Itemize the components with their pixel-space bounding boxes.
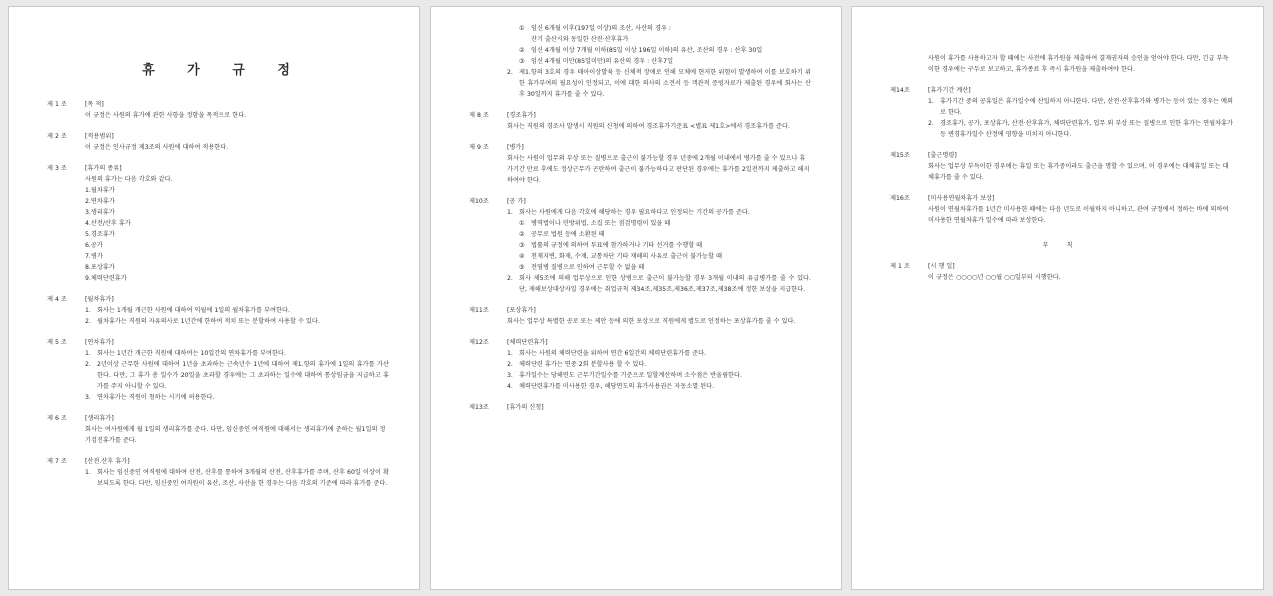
item-marker: ① — [519, 220, 525, 227]
item-marker: ② — [519, 231, 525, 238]
item-marker: 1. — [928, 98, 934, 105]
article-number: 제10조 — [469, 198, 489, 205]
article-number: 제 7 조 — [47, 458, 67, 465]
article-number: 제11조 — [469, 307, 489, 314]
article-number: 제 8 조 — [469, 112, 489, 119]
article-title: [적용범위] — [85, 133, 114, 140]
article-heading — [469, 142, 811, 153]
article-body — [928, 204, 1233, 226]
item-marker — [519, 34, 531, 45]
article-number: 제 5 조 — [47, 339, 67, 346]
item-marker: 2. — [85, 361, 91, 368]
article-section — [469, 142, 811, 186]
item-marker: 2. — [507, 361, 513, 368]
document-title: 휴 가 규 정 — [142, 63, 304, 78]
item-text: 2년이상 근무한 사원에 대하여 1년을 초과하는 근속년수 1년에 대하여 제1.항의 휴가에 1일의 휴가를 가산한다. 다만, 그 휴가 총 일수가 20일을 초과할 경우에는 그 초과하는 일수에 대하여 통상임금을 지급하고 휴가를 주지 아니할 수 있다. — [97, 361, 389, 390]
article-section — [47, 131, 389, 153]
sub-item — [519, 45, 811, 56]
article-section — [469, 305, 811, 327]
article-section — [47, 163, 389, 284]
article-heading — [47, 413, 389, 424]
list-item — [85, 316, 389, 327]
article-heading — [469, 196, 811, 207]
item-marker: 2. — [85, 318, 91, 325]
sub-item — [519, 23, 811, 34]
article-section — [469, 337, 811, 392]
article-number: 제12조 — [469, 339, 489, 346]
item-marker: ③ — [519, 242, 525, 249]
article-heading — [47, 294, 389, 305]
page-1-content — [47, 7, 389, 499]
article-heading — [47, 131, 389, 142]
list-item — [507, 370, 811, 381]
article-title: [출근명령] — [928, 152, 957, 159]
article-title: [미사용연월차휴가 보상] — [928, 195, 995, 202]
item-text: 회사는 사원의 체력단련을 위하여 연간 6일간의 체력단련휴가를 준다. — [519, 350, 707, 357]
article-text: 사원이 휴가를 사용하고자 할 때에는 사전에 휴가원을 제출하여 결재권자의 승인을 얻어야 한다. 다만, 긴급 부득이한 경우에는 구두로 보고하고, 휴가종료 후 즉시 휴가원을 제출하여야 한다. — [928, 55, 1229, 73]
article-title: [공 가] — [507, 198, 526, 205]
article-title: [휴가의 신청] — [507, 404, 544, 411]
list-item — [507, 273, 811, 295]
page-2-content — [469, 23, 811, 423]
item-marker: 3. — [507, 372, 513, 379]
item-text: 휴가일수는 당해연도 근무기간일수를 기준으로 일할계산하며 소수점은 반올림한다. — [519, 372, 742, 379]
sub-item — [519, 56, 811, 67]
item-marker: 1. — [507, 209, 513, 216]
item-marker: 2. — [507, 275, 513, 282]
article-section — [890, 193, 1233, 226]
list-item — [507, 67, 811, 100]
article-body — [928, 272, 1233, 283]
article-title: [경조휴가] — [507, 112, 536, 119]
article-number: 제 1 조 — [890, 263, 910, 270]
article-title: [연차휴가] — [85, 339, 114, 346]
article-number: 제 1 조 — [47, 101, 67, 108]
article-text: 회사는 여사원에게 월 1일의 생리휴가를 준다. 다만, 임신중인 여직원에 대해서는 생리휴가에 준하는 월1일의 정기검진휴가를 준다. — [85, 426, 386, 444]
article-body — [507, 207, 811, 295]
article-number: 제 9 조 — [469, 144, 489, 151]
article-heading — [890, 85, 1233, 96]
item-text: 임신 4개월 미만(85일미만)의 유산의 경우 : 산후7일 — [531, 58, 674, 65]
item-marker: 1. — [85, 469, 91, 476]
item-text: 공무로 법원 등에 소환된 때 — [531, 231, 605, 238]
sub-item — [519, 262, 811, 273]
item-marker: 1. — [85, 350, 91, 357]
article-text: 이 규정은 인사규정 제3조의 사원에 대하여 적용한다. — [85, 144, 229, 151]
item-marker: 2. — [507, 69, 513, 76]
item-marker: 3. — [85, 394, 91, 401]
document-page-3 — [851, 6, 1264, 590]
article-body — [507, 348, 811, 392]
sub-item — [519, 218, 811, 229]
article-heading — [469, 337, 811, 348]
article-heading — [890, 193, 1233, 204]
list-item — [507, 381, 811, 392]
item-text: 회사는 1개월 개근한 사원에 대하여 익월에 1일의 월차휴가를 부여한다. — [97, 307, 290, 314]
article-title: [휴가기간 계산] — [928, 87, 971, 94]
item-text: 잔기 출산시와 동일한 산전·산후휴가 — [531, 36, 629, 43]
item-marker: ① — [519, 25, 525, 32]
article-title: [생리휴가] — [85, 415, 114, 422]
list-item — [507, 348, 811, 359]
sub-item — [519, 240, 811, 251]
document-page-1 — [8, 6, 420, 590]
item-marker: 4. — [507, 383, 513, 390]
article-body — [85, 142, 389, 153]
article-heading — [47, 456, 389, 467]
item-text: 법률의 규정에 의하여 투표에 참가하거나 기타 선거를 수행할 때 — [531, 242, 703, 249]
article-text: 4.산전/산후 휴가 — [85, 220, 131, 227]
article-heading — [47, 337, 389, 348]
item-text: 제1.항의 3호의 경우 태아이상발육 등 신체적 장애로 인해 모체에 현저한 위험이 발생하여 이를 보호하기 위한 휴가부여의 필요성이 인정되고, 이에 대한 의사의 소견서 등 객관적 증빙자료가 제출된 경우에 회사는 산후 30일까지 휴가를 줄 수 있다. — [519, 69, 811, 98]
article-text: 8.포상휴가 — [85, 264, 115, 271]
article-title: [포상휴가] — [507, 307, 536, 314]
article-text: 2.연차휴가 — [85, 198, 115, 205]
item-text: 회사는 사원에게 다음 각호에 해당하는 경우 필요하다고 인정되는 기간의 공가를 준다. — [519, 209, 750, 216]
sub-item — [519, 251, 811, 262]
article-section — [47, 337, 389, 403]
article-text: 9.체력단련휴가 — [85, 275, 127, 282]
item-marker: 2. — [928, 120, 934, 127]
article-number: 제13조 — [469, 404, 489, 411]
item-marker: ⑤ — [519, 264, 525, 271]
item-text: 연차휴가는 직원이 청하는 시기에 허용한다. — [97, 394, 215, 401]
sub-item — [519, 34, 811, 45]
article-heading — [47, 163, 389, 174]
article-number: 제 4 조 — [47, 296, 67, 303]
article-body — [85, 424, 389, 446]
item-text: 월차휴가는 직원의 자유의사로 1년간에 한하여 적치 또는 분할하여 사용할 수 있다. — [97, 318, 320, 325]
article-heading — [469, 402, 811, 413]
item-marker: 1. — [85, 307, 91, 314]
article-text: 3.생리휴가 — [85, 209, 115, 216]
item-text: 임신 4개월 이상 7개월 이하(85일 이상 196일 이하)의 유산, 조산의 경우 : 산후 30일 — [531, 47, 763, 54]
item-text: 회사는 임신중인 여직원에 대하여 산전, 산후를 통하여 3개월의 산전, 산후휴가를 주며, 산후 60일 이상이 확보되도록 한다. 다만, 임신중인 여직원이 유산, 조산, 사산을 한 경우는 다음 각호의 기준에 따라 휴가를 준다. — [97, 469, 389, 487]
article-text: 이 규정은 ○○○○년 ○○월 ○○일부터 시행한다. — [928, 274, 1061, 281]
article-body — [85, 467, 389, 489]
page-3-content — [890, 53, 1233, 293]
article-section — [469, 110, 811, 132]
article-section — [47, 99, 389, 121]
list-item — [85, 305, 389, 316]
item-text: 전염병 질병으로 인하여 근무할 수 없을 때 — [531, 264, 645, 271]
article-section — [469, 23, 811, 100]
article-title: [병가] — [507, 144, 524, 151]
item-marker: ④ — [519, 253, 525, 260]
article-heading — [469, 110, 811, 121]
article-number: 제16조 — [890, 195, 910, 202]
list-item — [85, 359, 389, 392]
item-text: 천재지변, 화재, 수재, 교통차단 기타 재해의 사유로 출근이 불가능할 때 — [531, 253, 722, 260]
article-section — [469, 402, 811, 413]
article-body — [85, 110, 389, 121]
list-item — [928, 118, 1233, 140]
article-number: 제 3 조 — [47, 165, 67, 172]
article-body — [507, 316, 811, 327]
article-section — [890, 53, 1233, 75]
item-marker: ② — [519, 47, 525, 54]
article-text: 7.병가 — [85, 253, 103, 260]
article-body — [507, 153, 811, 186]
item-marker: ③ — [519, 58, 525, 65]
article-section — [890, 85, 1233, 140]
article-number: 제15조 — [890, 152, 910, 159]
sub-item — [519, 229, 811, 240]
item-text: 병역법이나 민방위법, 소집 또는 점검명령이 있을 때 — [531, 220, 671, 227]
article-section — [47, 456, 389, 489]
article-text: 1.월차휴가 — [85, 187, 115, 194]
article-text: 회사는 사원이 업무외 부상 또는 질병으로 출근이 불가능할 경우 년중에 2개월 이내에서 병가를 줄 수 있으나 휴가기간 만료 후에도 정상근무가 곤란하여 출근이 불가능하다고 판단된 경우에는 휴가를 2일전까지 제출하고 해지하여야 한다. — [507, 155, 810, 184]
article-body — [928, 161, 1233, 183]
article-title: [목 적] — [85, 101, 104, 108]
article-section — [890, 261, 1233, 283]
appendix-title: 부 칙 — [1042, 242, 1081, 249]
article-heading — [890, 261, 1233, 272]
article-heading — [47, 99, 389, 110]
article-body — [928, 96, 1233, 140]
article-text: 5.경조휴가 — [85, 231, 115, 238]
article-body — [507, 121, 811, 132]
article-text: 사원이 연월차휴가를 1년간 미사용한 때에는 다음 년도로 이월하지 아니하고, 관여 규정에서 정하는 바에 의하여 미사용한 연월차휴가 일수에 따라 보상한다. — [928, 206, 1229, 224]
article-body — [85, 305, 389, 327]
list-item — [507, 359, 811, 370]
article-number: 제 2 조 — [47, 133, 67, 140]
article-title: [시 행 일] — [928, 263, 955, 270]
article-section — [890, 150, 1233, 183]
article-heading — [469, 305, 811, 316]
article-section — [47, 413, 389, 446]
item-text: 임신 6개월 이후(197일 이상)의 조산, 사산의 경우 : — [531, 25, 672, 32]
list-item — [507, 207, 811, 218]
article-body — [928, 53, 1233, 75]
item-text: 체력단련 휴가는 연중 2회 분할사용 할 수 있다. — [519, 361, 647, 368]
article-text: 사원의 휴가는 다음 각호와 같다. — [85, 176, 173, 183]
article-text: 회사는 업무상 특별한 공로 또는 제안 등에 의한 포상으로 직원에게 별도로 인정하는 포상휴가를 줄 수 있다. — [507, 318, 796, 325]
article-body — [85, 174, 389, 284]
item-marker: 1. — [507, 350, 513, 357]
article-body — [507, 23, 811, 100]
article-heading — [890, 150, 1233, 161]
article-title: [체력단련휴가] — [507, 339, 548, 346]
item-text: 경조휴가, 공가, 포상휴가, 산전·산후휴가, 체력단련휴가, 업무 외 부상 또는 질병으로 인한 휴가는 연월차휴가 등 변경휴가일수 산정에 영향을 미치지 아니한다. — [940, 120, 1233, 138]
article-text: 회사는 업무상 부득이한 경우에는 휴일 또는 휴가중이라도 출근을 명할 수 있으며, 이 경우에는 대체휴일 또는 대체휴가를 줄 수 있다. — [928, 163, 1229, 181]
list-item — [85, 392, 389, 403]
article-text: 6.공가 — [85, 242, 103, 249]
item-text: 회사 제5조에 의해 업무상으로 인한 상병으로 출근이 불가능할 경우 3개월 이내의 유급병가를 줄 수 있다. 단, 재해보상대상자일 경우에는 취업규칙 제34조,제35조,제36조,제37조,제38조에 정한 보상을 지급한다. — [519, 275, 811, 293]
item-text: 휴가기간 중의 공휴일은 휴가일수에 산입하지 아니한다. 다만, 산전·산후휴가와 병가는 등이 있는 경우는 예외로 한다. — [940, 98, 1233, 116]
article-text: 이 규정은 사원의 휴가에 관한 사항을 정함을 목적으로 한다. — [85, 112, 247, 119]
article-body — [85, 348, 389, 403]
article-number: 제14조 — [890, 87, 910, 94]
list-item — [85, 467, 389, 489]
list-item — [85, 348, 389, 359]
article-section — [47, 294, 389, 327]
article-title: [휴가의 종류] — [85, 165, 122, 172]
document-page-2 — [430, 6, 842, 590]
article-text: 회사는 직원의 경조사 발생시 직원의 신청에 의하여 경조휴가기준표 <별표 제1호>에서 경조휴가를 준다. — [507, 123, 790, 130]
item-text: 체력단련휴가를 미사용한 경우, 해당연도의 휴가사용권은 자동소멸 된다. — [519, 383, 715, 390]
article-section — [469, 196, 811, 295]
article-title: [월차휴가] — [85, 296, 114, 303]
article-number: 제 6 조 — [47, 415, 67, 422]
list-item — [928, 96, 1233, 118]
article-title: [산전.산후 휴가] — [85, 458, 130, 465]
item-text: 회사는 1년간 개근한 직원에 대하여는 10일간의 연차휴가를 부여한다. — [97, 350, 286, 357]
